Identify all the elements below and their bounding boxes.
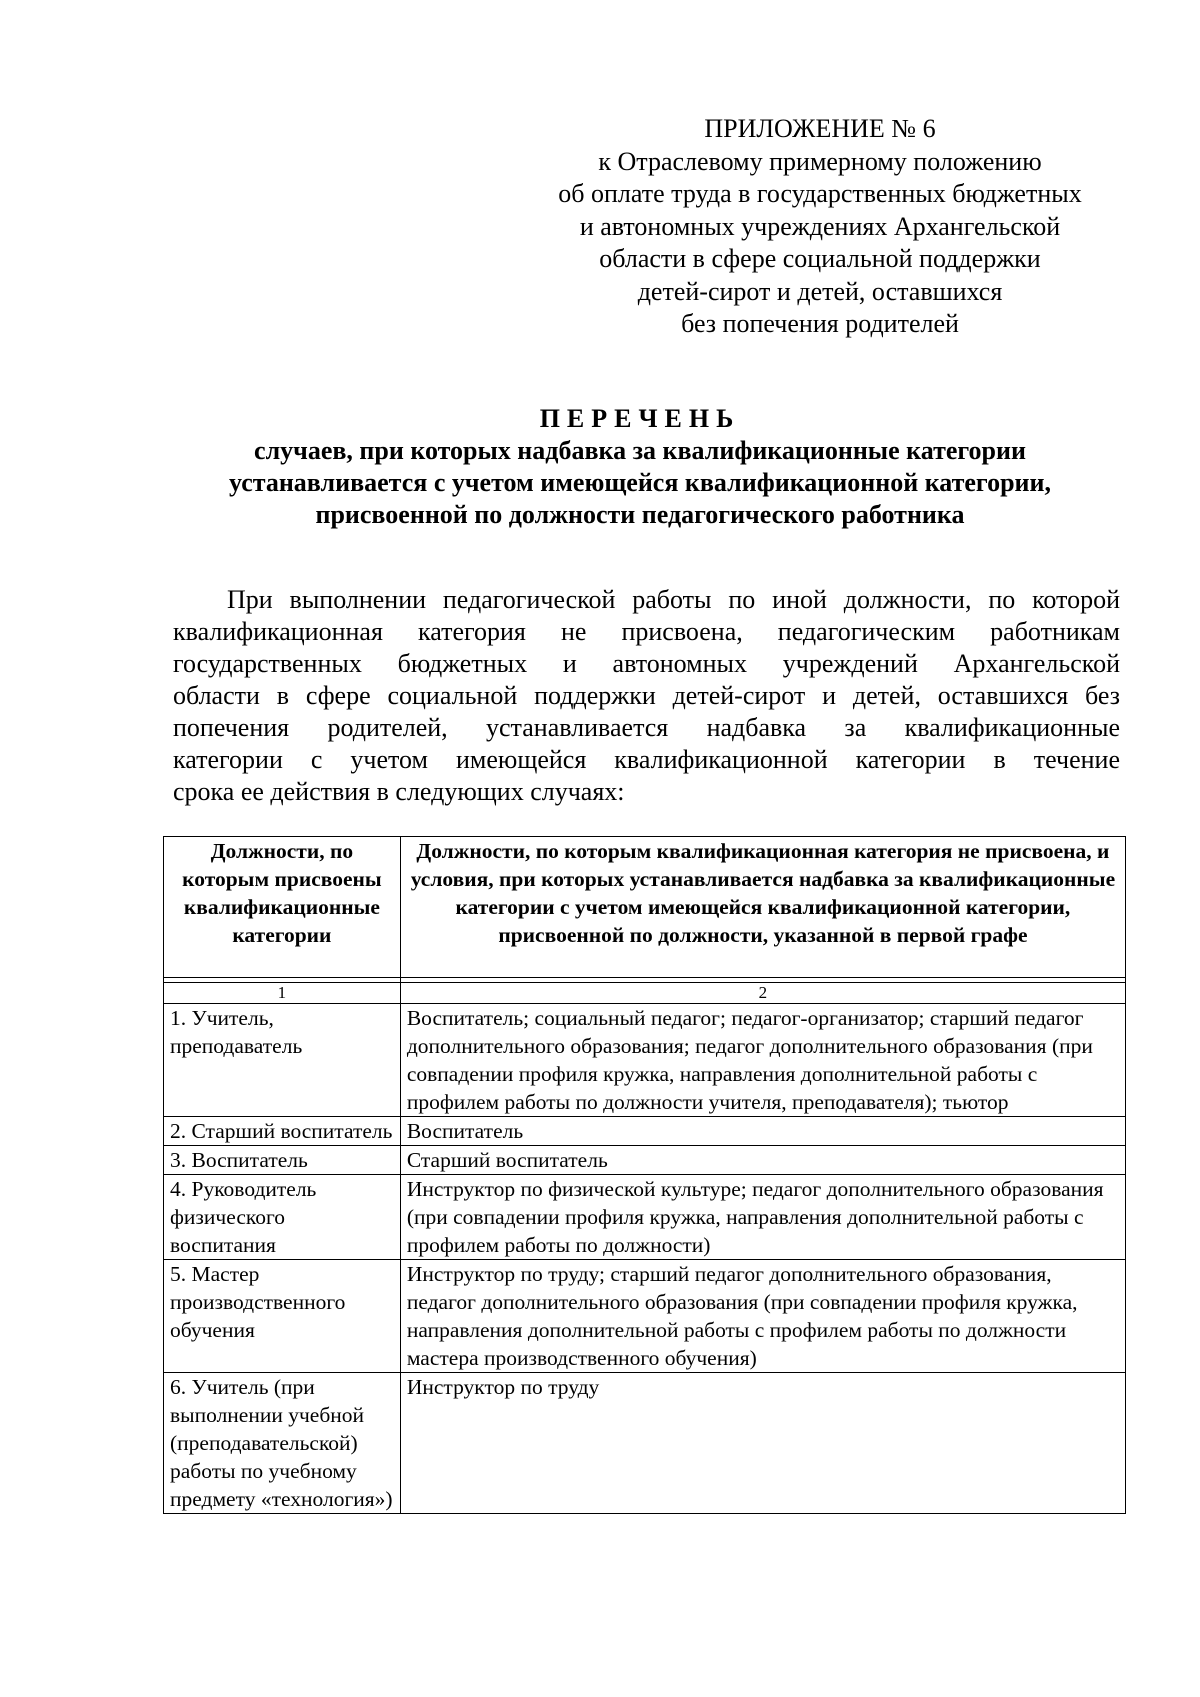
intro-paragraph xyxy=(173,584,1120,808)
appendix-line: детей-сирот и детей, оставшихся xyxy=(637,276,1003,306)
appendix-line: ПРИЛОЖЕНИЕ № 6 xyxy=(704,114,936,143)
position-cell: 5. Мастер производственного обучения xyxy=(164,1260,401,1373)
applies-to-cell: Старший воспитатель xyxy=(400,1146,1125,1175)
position-cell: 4. Руководитель физического воспитания xyxy=(164,1175,401,1260)
appendix-line: и автономных учреждениях Архангельской xyxy=(579,211,1061,241)
categories-table xyxy=(163,836,1126,1514)
appendix-line: об оплате труда в государственных бюджетных xyxy=(558,179,1082,208)
appendix-line: без попечения родителей xyxy=(681,309,959,338)
appendix-line: к Отраслевому примерному положению xyxy=(598,146,1042,176)
applies-to-cell: Воспитатель; социальный педагог; педагог-организатор; старший педагог дополнительного образования; педагог дополнительного образования (при совпадении профиля кружка, направления дополнительной работы с профилем работы по должности учителя, преподавателя); тьютор xyxy=(400,1004,1125,1117)
intro-line: При выполнении педагогической работы по иной должности, по которой xyxy=(227,585,1120,614)
table-row xyxy=(164,1146,1126,1175)
intro-line: категории с учетом имеющейся квалификационной категории в течение xyxy=(173,745,1120,774)
title-main: ПЕРЕЧЕНЬ xyxy=(539,404,741,433)
applies-to-cell: Воспитатель xyxy=(400,1117,1125,1146)
table-row xyxy=(164,1117,1126,1146)
table-header-cell: Должности, по которым квалификационная категория не присвоена, и условия, при которых устанавливается надбавка за квалификационные категории с учетом имеющейся квалификационной категории, присвоенной по должности, указанной в первой графе xyxy=(400,837,1125,978)
document-title xyxy=(160,403,1120,531)
table-row xyxy=(164,1004,1126,1117)
intro-line: государственных бюджетных и автономных учреждений Архангельской xyxy=(173,649,1120,678)
position-cell: 6. Учитель (при выполнении учебной (преподавательской) работы по учебному предмету «технология») xyxy=(164,1373,401,1514)
appendix-header xyxy=(520,113,1120,341)
intro-line: попечения родителей, устанавливается надбавка за квалификационные xyxy=(173,713,1120,742)
table-row xyxy=(164,1373,1126,1514)
table-header-cell: Должности, по которым присвоены квалификационные категории xyxy=(164,837,401,978)
table-column-numbers-row xyxy=(164,983,1126,1004)
title-subline: устанавливается с учетом имеющейся квалификационной категории, xyxy=(229,468,1051,497)
intro-line: квалификационная категория не присвоена, педагогическим работникам xyxy=(173,617,1120,646)
intro-line: области в сфере социальной поддержки детей-сирот и детей, оставшихся без xyxy=(173,681,1120,710)
title-subline: присвоенной по должности педагогического работника xyxy=(315,500,965,529)
intro-line: срока ее действия в следующих случаях: xyxy=(173,777,625,806)
appendix-line: области в сфере социальной поддержки xyxy=(599,244,1041,273)
table-header-row xyxy=(164,837,1126,978)
applies-to-cell: Инструктор по труду xyxy=(400,1373,1125,1514)
table-row xyxy=(164,1260,1126,1373)
position-cell: 3. Воспитатель xyxy=(164,1146,401,1175)
table-row xyxy=(164,1175,1126,1260)
applies-to-cell: Инструктор по труду; старший педагог дополнительного образования, педагог дополнительного образования (при совпадении профиля кружка, направления дополнительной работы с профилем работы по должности мастера производственного обучения) xyxy=(400,1260,1125,1373)
position-cell: 1. Учитель, преподаватель xyxy=(164,1004,401,1117)
position-cell: 2. Старший воспитатель xyxy=(164,1117,401,1146)
applies-to-cell: Инструктор по физической культуре; педагог дополнительного образования (при совпадении профиля кружка, направления дополнительной работы с профилем работы по должности) xyxy=(400,1175,1125,1260)
column-number: 2 xyxy=(400,983,1125,1004)
title-subline: случаев, при которых надбавка за квалификационные категории xyxy=(254,436,1026,465)
column-number: 1 xyxy=(164,983,401,1004)
